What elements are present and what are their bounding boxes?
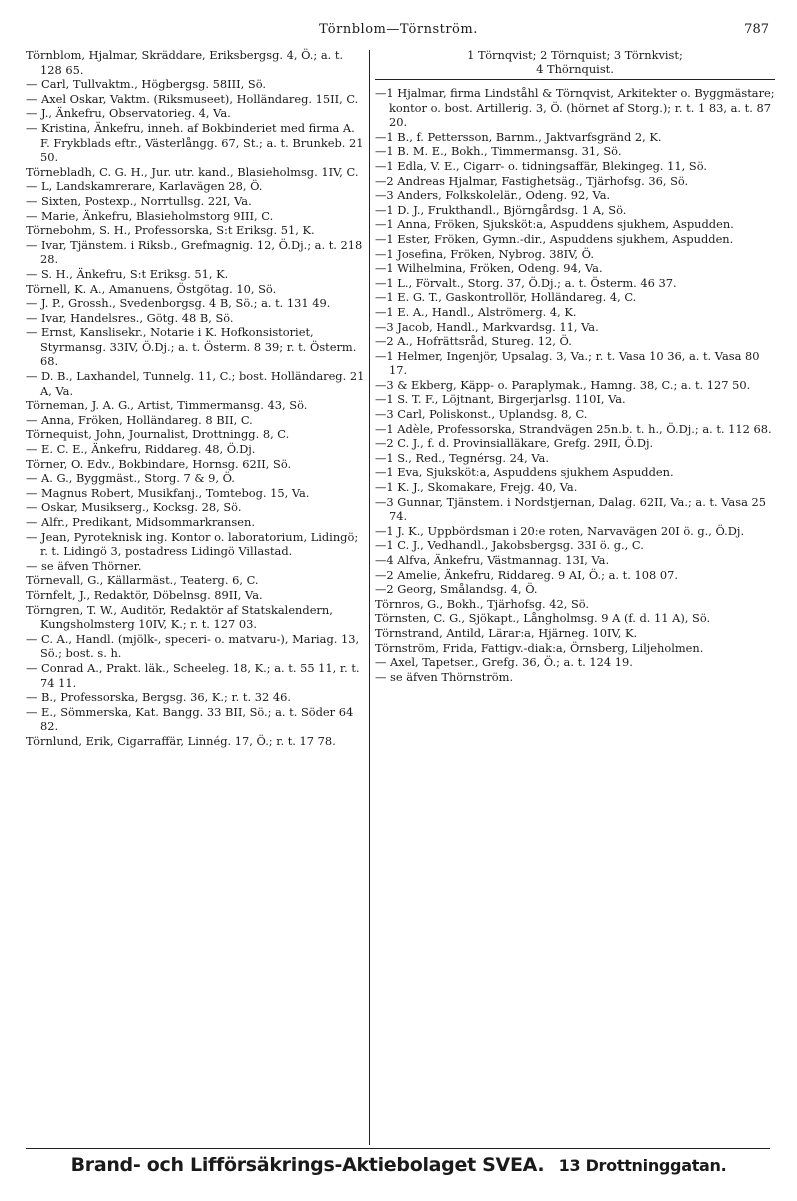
directory-entry: —1 Helmer, Ingenjör, Upsalag. 3, Va.; r. t. Vasa 10 36, a. t. Vasa 80 17. bbox=[375, 348, 760, 378]
directory-entry: —3 Gunnar, Tjänstem. i Nordstjernan, Dalag. 62II, Va.; a. t. Vasa 25 74. bbox=[375, 494, 766, 524]
directory-entry: — Marie, Änkefru, Blasieholmstorg 9III, C. bbox=[26, 208, 274, 223]
advertisement-address: 13 Drottninggatan. bbox=[558, 1156, 727, 1175]
directory-entry: — S. H., Änkefru, S:t Eriksg. 51, K. bbox=[26, 266, 229, 281]
directory-entry: — L, Landskamrerare, Karlavägen 28, Ö. bbox=[26, 179, 263, 194]
running-title: Törnblom—Törnström. bbox=[319, 22, 478, 37]
directory-entry: —2 C. J., f. d. Provinsialläkare, Grefg. 29II, Ö.Dj. bbox=[375, 436, 654, 451]
directory-entry: —2 Georg, Smålandsg. 4, Ö. bbox=[375, 582, 538, 597]
directory-entry: —1 S., Red., Tegnérsg. 24, Va. bbox=[375, 450, 549, 465]
advertisement-footer bbox=[0, 1154, 797, 1176]
directory-entry: —1 L., Förvalt., Storg. 37, Ö.Dj.; a. t. Österm. 46 37. bbox=[375, 275, 677, 290]
directory-entry: Törnström, Frida, Fattigv.-diak:a, Örnsberg, Liljeholmen. bbox=[375, 640, 704, 655]
directory-entry: —2 Andreas Hjalmar, Fastighetsäg., Tjärhofsg. 36, Sö. bbox=[375, 173, 689, 188]
directory-entry: —1 J. K., Uppbördsman i 20:e roten, Narvavägen 20I ö. g., Ö.Dj. bbox=[375, 523, 745, 538]
directory-entry: —1 E. G. T., Gaskontrollör, Holländareg. 4, C. bbox=[375, 290, 637, 305]
directory-entry: Törnstrand, Antild, Lärar:a, Hjärneg. 10IV, K. bbox=[375, 625, 638, 640]
directory-entry: — E. C. E., Änkefru, Riddareg. 48, Ö.Dj. bbox=[26, 442, 256, 457]
directory-entry: —1 Ester, Fröken, Gymn.-dir., Aspuddens sjukhem, Aspudden. bbox=[375, 231, 734, 246]
directory-entry: — se äfven Thörnström. bbox=[375, 669, 514, 684]
directory-entry: —1 Edla, V. E., Cigarr- o. tidningsaffär, Blekingeg. 11, Sö. bbox=[375, 158, 707, 173]
directory-entry: — se äfven Thörner. bbox=[26, 558, 142, 573]
directory-entry: —1 C. J., Vedhandl., Jakobsbergsg. 33I ö. g., C. bbox=[375, 538, 644, 553]
directory-entry: —2 Amelie, Änkefru, Riddareg. 9 AI, Ö.; a. t. 108 07. bbox=[375, 567, 678, 582]
directory-entry: — Ernst, Kanslisekr., Notarie i K. Hofkonsistoriet, Styrmansg. 33IV, Ö.Dj.; a. t. Österm. 8 39; r. t. Österm. 68. bbox=[26, 325, 357, 369]
directory-entry: — E., Sömmerska, Kat. Bangg. 33 BII, Sö.; a. t. Söder 64 82. bbox=[26, 704, 354, 734]
directory-entry: Törnfelt, J., Redaktör, Döbelnsg. 89II, Va. bbox=[26, 587, 263, 602]
directory-entry: —1 Anna, Fröken, Sjukskötːa, Aspuddens sjukhem, Aspudden. bbox=[375, 217, 734, 232]
directory-entry: —1 Adèle, Professorska, Strandvägen 25n.b. t. h., Ö.Dj.; a. t. 112 68. bbox=[375, 421, 772, 436]
directory-entry: —1 D. J., Frukthandl., Björngårdsg. 1 A, Sö. bbox=[375, 202, 627, 217]
directory-entry: Törnebohm, S. H., Professorska, S:t Eriksg. 51, K. bbox=[26, 223, 315, 238]
directory-entry: — D. B., Laxhandel, Tunnelg. 11, C.; bost. Holländareg. 21 A, Va. bbox=[26, 369, 365, 398]
directory-entry: Törnequist, John, Journalist, Drottningg. 8, C. bbox=[26, 427, 290, 442]
directory-entry: — J. P., Grossh., Svedenborgsg. 4 B, Sö.; a. t. 131 49. bbox=[26, 296, 331, 311]
right-column-entries bbox=[375, 86, 775, 684]
left-column bbox=[26, 48, 366, 749]
directory-entry: — B., Professorska, Bergsg. 36, K.; r. t. 32 46. bbox=[26, 690, 291, 705]
directory-entry: Törnell, K. A., Amanuens, Östgötag. 10, Sö. bbox=[26, 281, 277, 296]
directory-entry: Törnros, G., Bokh., Tjärhofsg. 42, Sö. bbox=[375, 596, 590, 611]
directory-entry: — Alfr., Predikant, Midsommarkransen. bbox=[26, 515, 255, 529]
directory-entry: —3 & Ekberg, Käpp- o. Paraplymak., Hamng. 38, C.; a. t. 127 50. bbox=[375, 377, 751, 392]
directory-entry: — Carl, Tullvaktm., Högbergsg. 58III, Sö. bbox=[26, 77, 266, 92]
directory-entry: — Jean, Pyroteknisk ing. Kontor o. laboratorium, Lidingö; r. t. Lidingö 3, postadress Lidingö Villastad. bbox=[26, 529, 359, 559]
directory-entry: Törnblom, Hjalmar, Skräddare, Eriksbergsg. 4, Ö.; a. t. 128 65. bbox=[26, 48, 344, 77]
directory-entry: —1 E. A., Handl., Alströmerg. 4, K. bbox=[375, 304, 577, 319]
directory-entry: —1 B. M. E., Bokh., Timmermansg. 31, Sö. bbox=[375, 144, 622, 159]
directory-entry: — Axel Oskar, Vaktm. (Riksmuseet), Holländareg. 15II, C. bbox=[26, 91, 359, 106]
directory-entry: — Sixten, Postexp., Norrtullsg. 22I, Va. bbox=[26, 193, 252, 208]
directory-entry: Törnlund, Erik, Cigarraffär, Linnég. 17, Ö.; r. t. 17 78. bbox=[26, 733, 336, 748]
right-column-heading bbox=[375, 48, 775, 80]
directory-entry: — Oskar, Musikserg., Kocksg. 28, Sö. bbox=[26, 500, 242, 515]
directory-entry: —3 Anders, Folkskolelär., Odeng. 92, Va. bbox=[375, 188, 611, 203]
heading-variants-line2: 4 Thörnquist. bbox=[536, 62, 614, 76]
directory-entry: Törner, O. Edv., Bokbindare, Hornsg. 62II, Sö. bbox=[26, 456, 292, 471]
directory-entry: —1 S. T. F., Löjtnant, Birgerjarlsg. 110I, Va. bbox=[375, 392, 626, 407]
directory-entry: — C. A., Handl. (mjölk-, speceri- o. matvaru-), Mariag. 13, Sö.; bost. s. h. bbox=[26, 631, 360, 661]
directory-entry: —1 Hjalmar, firma Lindståhl & Törnqvist, Arkitekter o. Byggmästare; kontor o. bost. Artillerig. 3, Ö. (hörnet af Storg.); r. t. 1 83, a. t. 87 20. bbox=[375, 86, 775, 130]
directory-entry: Törnebladh, C. G. H., Jur. utr. kand., Blasieholmsg. 1IV, C. bbox=[26, 164, 359, 179]
heading-variants-line1: 1 Törnqvist; 2 Törnquist; 3 Törnkvist; bbox=[467, 48, 683, 62]
directory-entry: — Conrad A., Prakt. läk., Scheeleg. 18, K.; a. t. 55 11, r. t. 74 11. bbox=[26, 660, 360, 690]
page-header bbox=[0, 22, 797, 42]
directory-entry: Törnsten, C. G., Sjökapt., Långholmsg. 9 A (f. d. 11 A), Sö. bbox=[375, 611, 711, 626]
directory-entry: Törneman, J. A. G., Artist, Timmermansg. 43, Sö. bbox=[26, 398, 308, 413]
directory-entry: Törnevall, G., Källarmäst., Teaterg. 6, C. bbox=[26, 573, 259, 588]
footer-rule bbox=[26, 1148, 770, 1149]
directory-entry: Törngren, T. W., Auditör, Redaktör af Statskalendern, Kungsholmsterg 10IV, K.; r. t. 127 03. bbox=[26, 602, 333, 632]
directory-entry: — Ivar, Handelsres., Götg. 48 B, Sö. bbox=[26, 310, 234, 325]
directory-entry: — J., Änkefru, Observatorieg. 4, Va. bbox=[26, 106, 231, 121]
advertisement-text: Brand- och Lifförsäkrings-Aktiebolaget SVEA. bbox=[70, 1154, 545, 1176]
directory-entry: — Ivar, Tjänstem. i Riksb., Grefmagnig. 12, Ö.Dj.; a. t. 218 28. bbox=[26, 237, 363, 267]
directory-entry: —2 A., Hofrättsråd, Stureg. 12, Ö. bbox=[375, 334, 572, 349]
directory-entry: — Kristina, Änkefru, inneh. af Bokbinderiet med firma A. F. Frykblads eftr., Västerlångg. 67, St.; a. t. Brunkeb. 21 50. bbox=[26, 120, 364, 165]
directory-entry: —4 Alfva, Änkefru, Västmannag. 13I, Va. bbox=[375, 553, 610, 567]
page-number: 787 bbox=[744, 22, 769, 37]
right-column bbox=[375, 48, 775, 684]
directory-entry: —1 Josefina, Fröken, Nybrog. 38IV, Ö. bbox=[375, 246, 594, 261]
directory-entry: —1 Wilhelmina, Fröken, Odeng. 94, Va. bbox=[375, 261, 603, 276]
directory-entry: —1 B., f. Pettersson, Barnm., Jaktvarfsgränd 2, K. bbox=[375, 129, 662, 144]
directory-entry: — Anna, Fröken, Holländareg. 8 BII, C. bbox=[26, 412, 253, 427]
directory-entry: — A. G., Byggmäst., Storg. 7 & 9, Ö. bbox=[26, 471, 235, 486]
directory-entry: —1 K. J., Skomakare, Frejg. 40, Va. bbox=[375, 480, 578, 495]
directory-entry: — Magnus Robert, Musikfanj., Tomtebog. 15, Va. bbox=[26, 485, 310, 500]
directory-columns bbox=[0, 48, 797, 1148]
directory-entry: —3 Jacob, Handl., Markvardsg. 11, Va. bbox=[375, 319, 599, 334]
directory-entry: — Axel, Tapetser., Grefg. 36, Ö.; a. t. 124 19. bbox=[375, 655, 633, 670]
directory-entry: —3 Carl, Poliskonst., Uplandsg. 8, C. bbox=[375, 407, 588, 422]
directory-entry: —1 Eva, Sjukskötːa, Aspuddens sjukhem Aspudden. bbox=[375, 465, 674, 480]
